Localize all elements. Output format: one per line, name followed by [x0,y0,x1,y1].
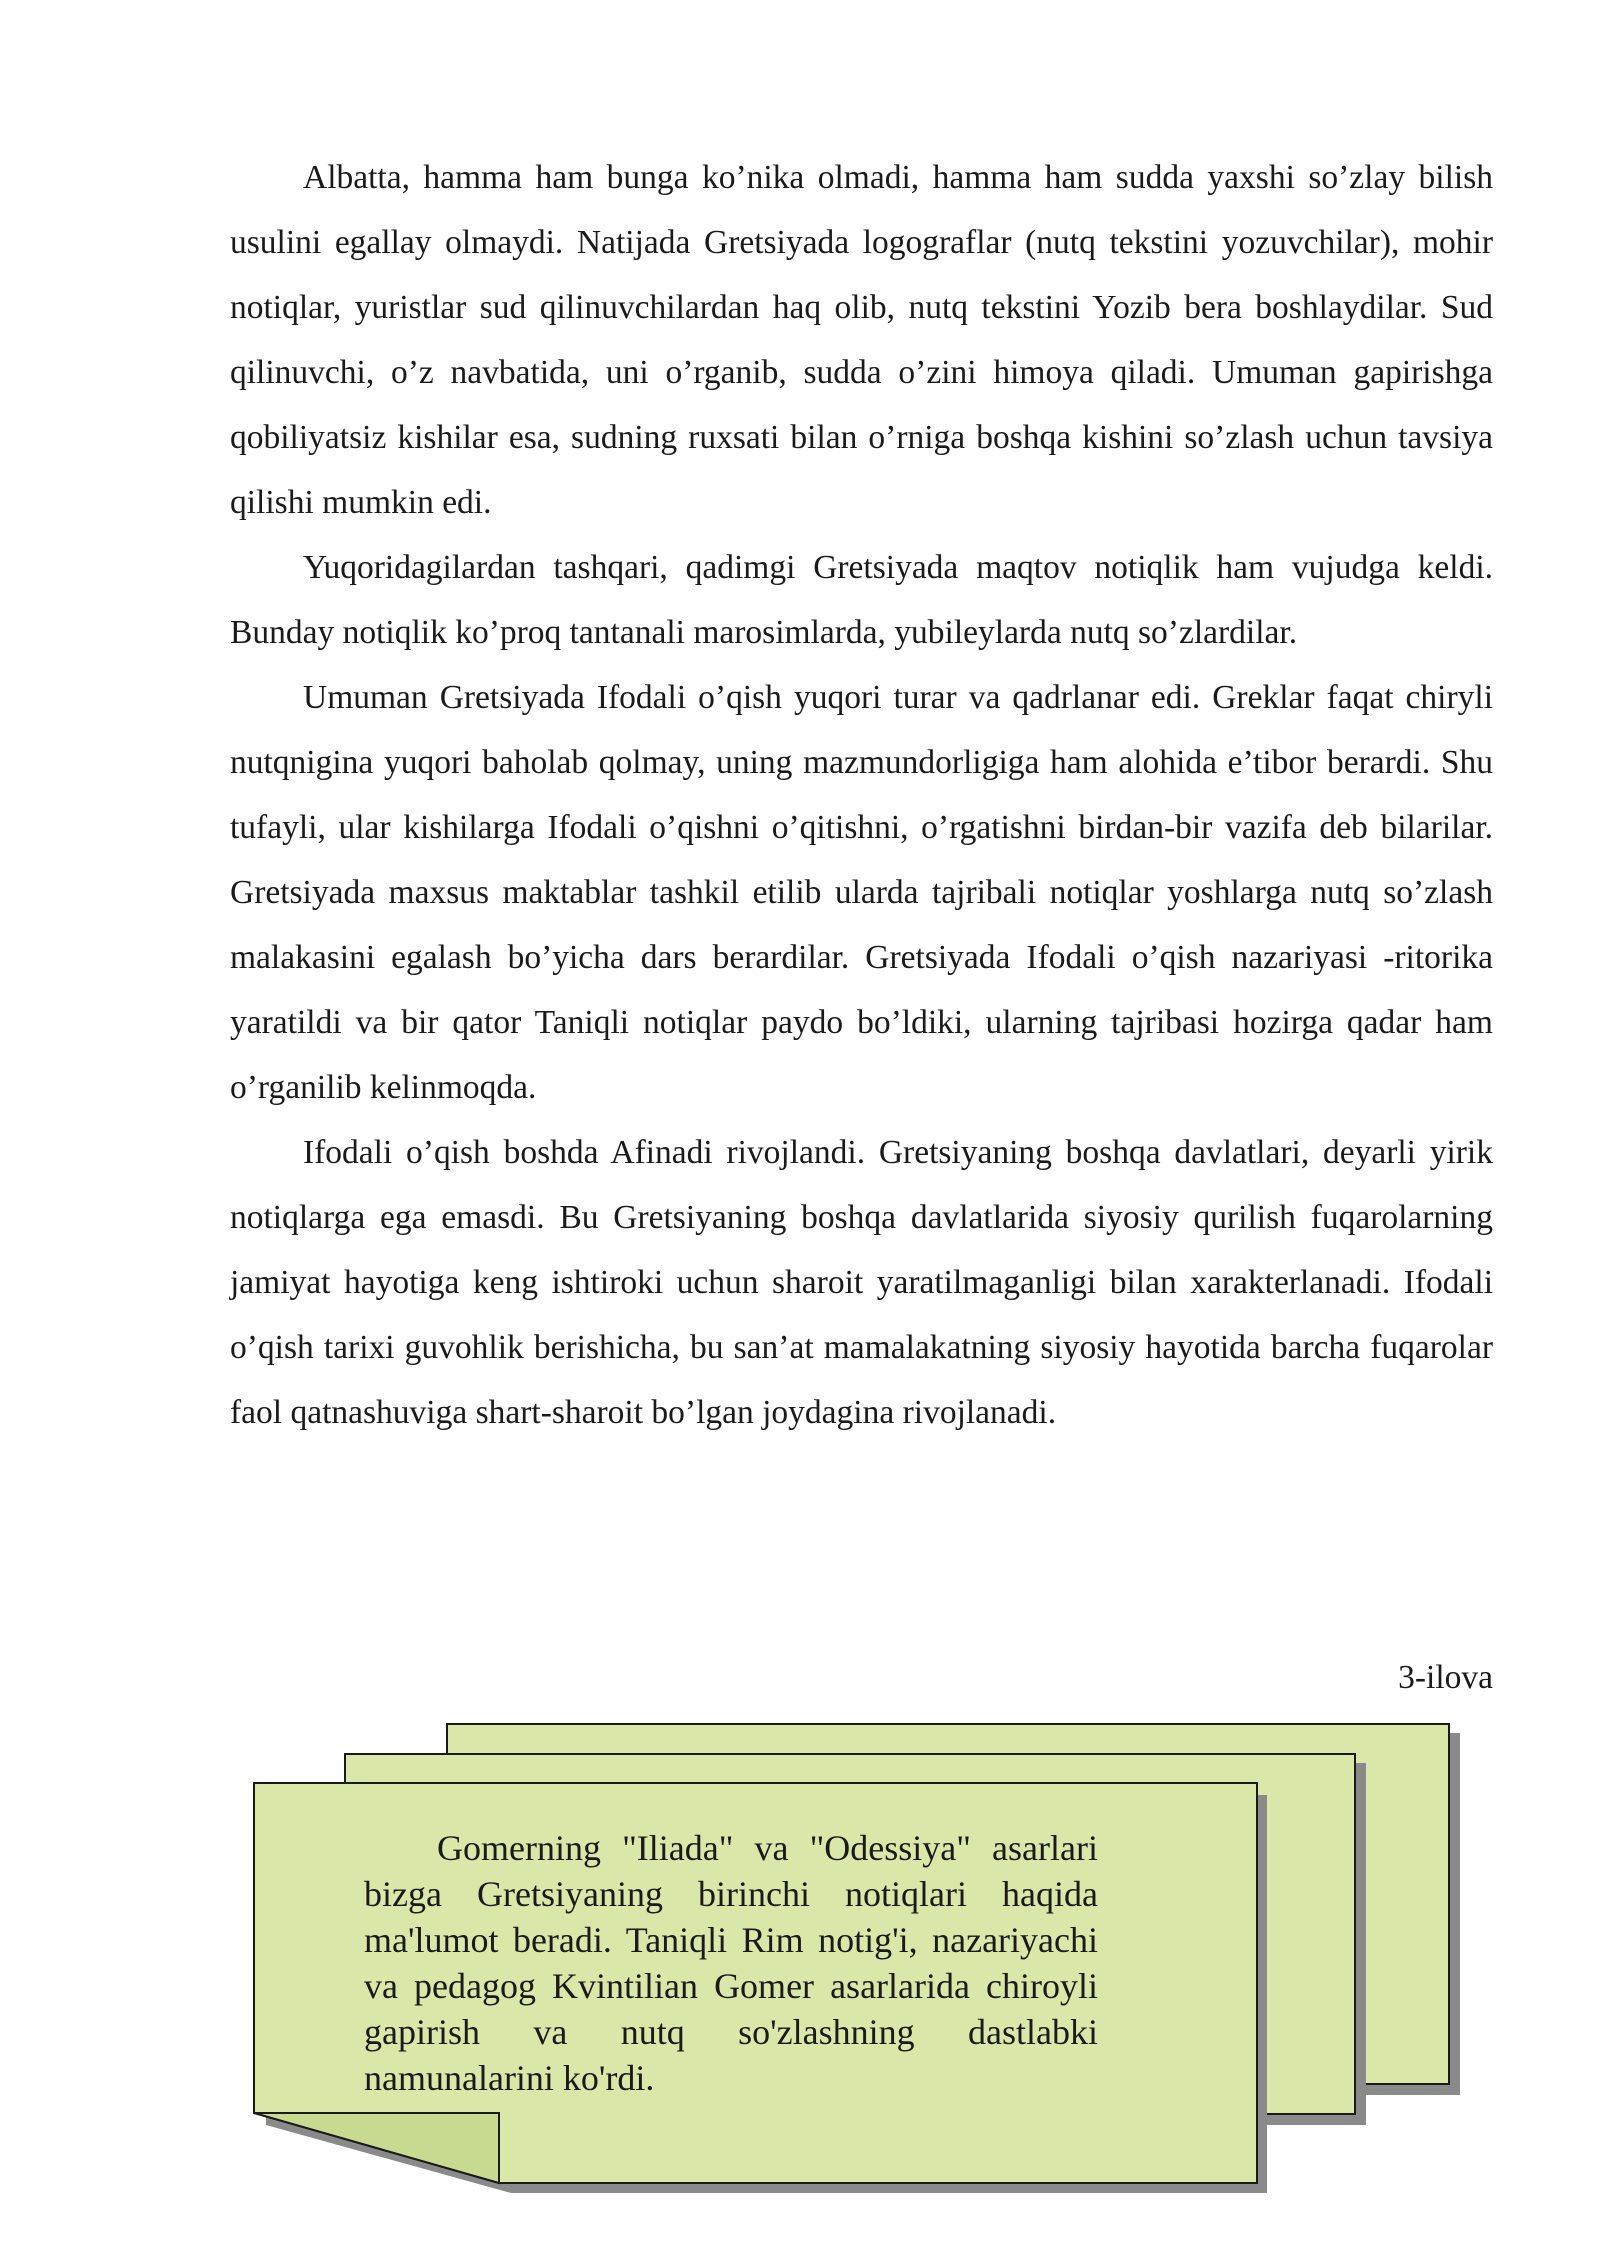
note-card-paragraph: Gomerning "Iliada" va "Odessiya" asarlari bizga Gretsiyaning birinchi notiqlari haqida ma'lumot beradi. Taniqli Rim notig'i, nazariyachi va pedagog Kvintilian Gomer asarlarida chiroyli gapirish va nutq so'zlashning dastlabki namunalarini ko'rdi. [364,1828,1098,2098]
body-text [230,145,1493,1445]
note-card-front [254,1783,1257,2183]
paragraph-1: Albatta, hamma ham bunga ko’nika olmadi, hamma ham sudda yaxshi so’zlay bilish usulini egallay olmaydi. Natijada Gretsiyada logograflar (nutq tekstini yozuvchilar), mohir notiqlar, yuristlar sud qilinuvchilardan haq olib, nutq tekstini Yozib bera boshlaydilar. Sud qilinuvchi, o’z navbatida, uni o’rganib, sudda o’zini himoya qiladi. Umuman gapirishga qobiliyatsiz kishilar esa, sudning ruxsati bilan o’rniga boshqa kishini so’zlash uchun tavsiya qilishi mumkin edi. [230,159,1493,521]
appendix-label: 3-ilova [1398,1659,1493,1696]
note-card-text [364,1825,1098,2098]
paragraph-4: Ifodali o’qish boshda Afinadi rivojlandi. Gretsiyaning boshqa davlatlari, deyarli yirik notiqlarga ega emasdi. Bu Gretsiyaning boshqa davlatlarida siyosiy qurilish fuqarolarning jamiyat hayotiga keng ishtiroki uchun sharoit yaratilmaganligi bilan xarakterlanadi. Ifodali o’qish tarixi guvohlik berishicha, bu san’at mamalakatning siyosiy hayotida barcha fuqarolar faol qatnashuviga shart-sharoit bo’lgan joydagina rivojlanadi. [230,1134,1493,1431]
paragraph-3: Umuman Gretsiyada Ifodali o’qish yuqori turar va qadrlanar edi. Greklar faqat chiryli nutqnigina yuqori baholab qolmay, uning mazmundorligiga ham alohida e’tibor berardi. Shu tufayli, ular kishilarga Ifodali o’qishni o’qitishni, o’rgatishni birdan-bir vazifa deb bilarilar. Gretsiyada maxsus maktablar tashkil etilib ularda tajribali notiqlar yoshlarga nutq so’zlash malakasini egalash bo’yicha dars berardilar. Gretsiyada Ifodali o’qish nazariyasi -ritorika yaratildi va bir qator Taniqli notiqlar paydo bo’ldiki, ularning tajribasi hozirga qadar ham o’rganilib kelinmoqda. [230,679,1493,1106]
paragraph-2: Yuqoridagilardan tashqari, qadimgi Gretsiyada maqtov notiqlik ham vujudga keldi. Bunday notiqlik ko’proq tantanali marosimlarda, yubileylarda nutq so’zlardilar. [230,549,1493,651]
